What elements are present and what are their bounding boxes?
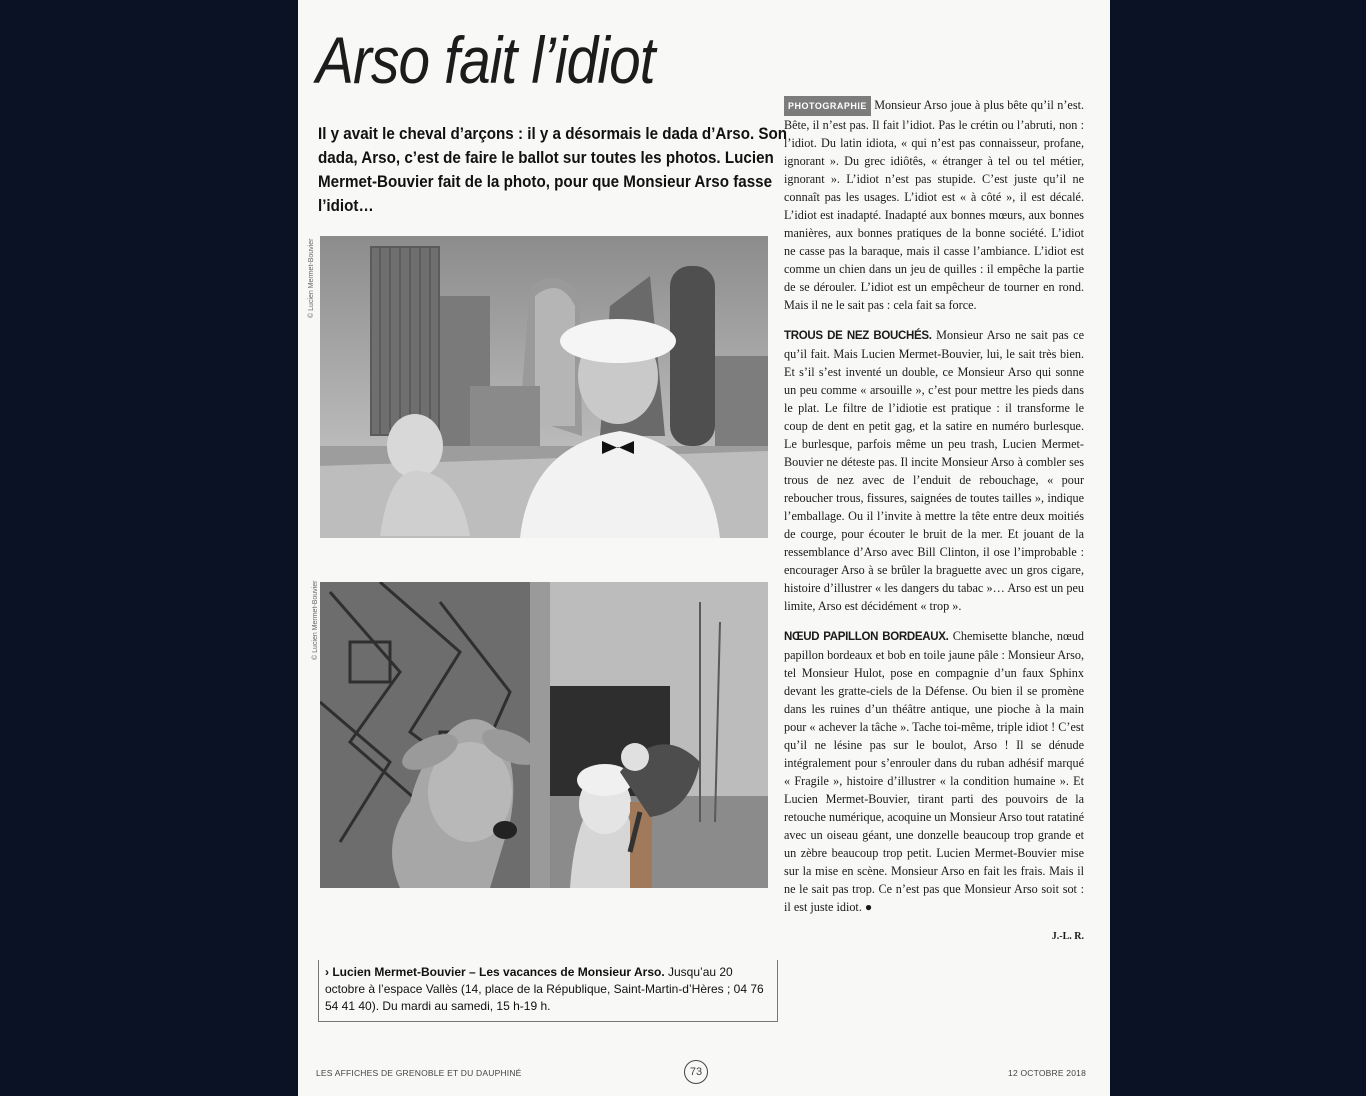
photo-deer-parrot: [320, 582, 768, 888]
article-title: Arso fait l’idiot: [316, 23, 655, 97]
subhead-3: NŒUD PAPILLON BORDEAUX.: [784, 631, 949, 643]
magazine-page: [298, 0, 1110, 1096]
paragraph-1: PHOTOGRAPHIE Monsieur Arso joue à plus bête qu’il n’est. Bête, il n’est pas. Il fait l’idiot. Pas le crétin ou l’abruti, non : l’idiot. Du latin idiota, « qui n’est pas connaisseur, profane, ignorant ». Du grec idiôtês, « étranger à tel ou tel métier, ignorant ». L’idiot n’est pas stupide. C’est juste qu’il ne connaît pas les usages. L’idiot est « à côté », il est décalé. L’idiot est inadapté. Inadapté aux bonnes mœurs, aux bonnes manières, aux bonnes pratiques de la bonne société. L’idiot ne casse pas la baraque, mais il casse l’ambiance. L’idiot est comme un chien dans un jeu de quilles : il empêche la partie de se dérouler. L’idiot est un empêcheur de tourner en rond. Mais il ne le sait pas : cela fait sa force.: [784, 98, 1084, 312]
caption-lead: › Lucien Mermet-Bouvier – Les vacances de Monsieur Arso.: [325, 965, 665, 979]
section-tag: PHOTOGRAPHIE: [784, 96, 871, 116]
photo-credit-1: © Lucien Mermet-Bouvier: [308, 238, 315, 318]
paragraph-3: NŒUD PAPILLON BORDEAUX. Chemisette blanche, nœud papillon bordeaux et bob en toile jaune pâle : Monsieur Arso, tel Monsieur Hulot, pose en compagnie d’un faux Sphinx devant les gratte-ciels de la Défense. Ou bien il se promène dans les ruines d’un théâtre antique, une pioche à la main pour « achever la tâche ». Tache toi-même, triple idiot ! C’est qu’il ne lésine pas sur le boulot, Arso ! Il se dénude intégralement pour s’enrouler dans du ruban adhésif marqué « Fragile », histoire d’illustrer « la condition humaine ». Et Lucien Mermet-Bouvier, tirant parti des pouvoirs de la retouche numérique, acoquine un Monsieur Arso tout ratatiné avec un oiseau géant, une donzelle beaucoup trop grande et un zèbre beaucoup trop petit. Lucien Mermet-Bouvier mise sur la mise en scène. Monsieur Arso en fait les frais. Mais il ne le sait pas trop. Ce n’est pas que Monsieur Arso soit sot : il est juste idiot. ●: [784, 629, 1085, 914]
exhibition-caption: [318, 960, 778, 1022]
page-footer: [312, 1060, 1096, 1086]
publication-name: LES AFFICHES DE GRENOBLE ET DU DAUPHINÉ: [316, 1068, 522, 1078]
paragraph-2: TROUS DE NEZ BOUCHÉS. Monsieur Arso ne sait pas ce qu’il fait. Mais Lucien Mermet-Bouvier, lui, le sait très bien. Et s’il s’est inventé un double, ce Monsieur Arso qui sonne un peu comme « arsouille », c’est pour mettre les pieds dans le plat. Le filtre de l’idiotie est pratique : il transforme le coup de dent en petit gag, et la satire en numéro burlesque. Le burlesque, parfois même un peu trash, Lucien Mermet-Bouvier ne déteste pas. Il incite Monsieur Arso à combler ses trous de nez avec de l’enduit de rebouchage, « pour reboucher trous, fissures, saignées de toutes tailles », indique l’emballage. Ou il l’invite à mettre la tête entre deux moitiés de courge, pour écouter le bruit de la mer. Et jouant de la ressemblance d’Arso avec Bill Clinton, il ose l’improbable : encourager Arso à se brûler la braguette avec un gros cigare, histoire d’illustrer « les dangers du tabac »… Arso est un peu limite, Arso est décidément « trop ».: [784, 328, 1084, 613]
page-number: 73: [684, 1060, 708, 1084]
photo-credit-2: © Lucien Mermet-Bouvier: [312, 580, 319, 660]
article-body: [784, 96, 1084, 946]
photo-defense: [320, 236, 768, 538]
subhead-2: TROUS DE NEZ BOUCHÉS.: [784, 330, 932, 342]
article-lead: Il y avait le cheval d’arçons : il y a désormais le dada d’Arso. Son dada, Arso, c’est de faire le ballot sur toutes les photos. Lucien Mermet-Bouvier fait de la photo, pour que Monsieur Arso fasse l’idiot…: [318, 125, 788, 215]
author-signature: J.-L. R.: [1051, 931, 1084, 942]
caption-text: Jusqu’au 20 octobre à l’espace Vallès (14, place de la République, Saint-Martin-d’Hères ; 04 76 54 41 40). Du mardi au samedi, 15 h-19 h.: [325, 965, 764, 1013]
issue-date: 12 OCTOBRE 2018: [1008, 1068, 1086, 1078]
